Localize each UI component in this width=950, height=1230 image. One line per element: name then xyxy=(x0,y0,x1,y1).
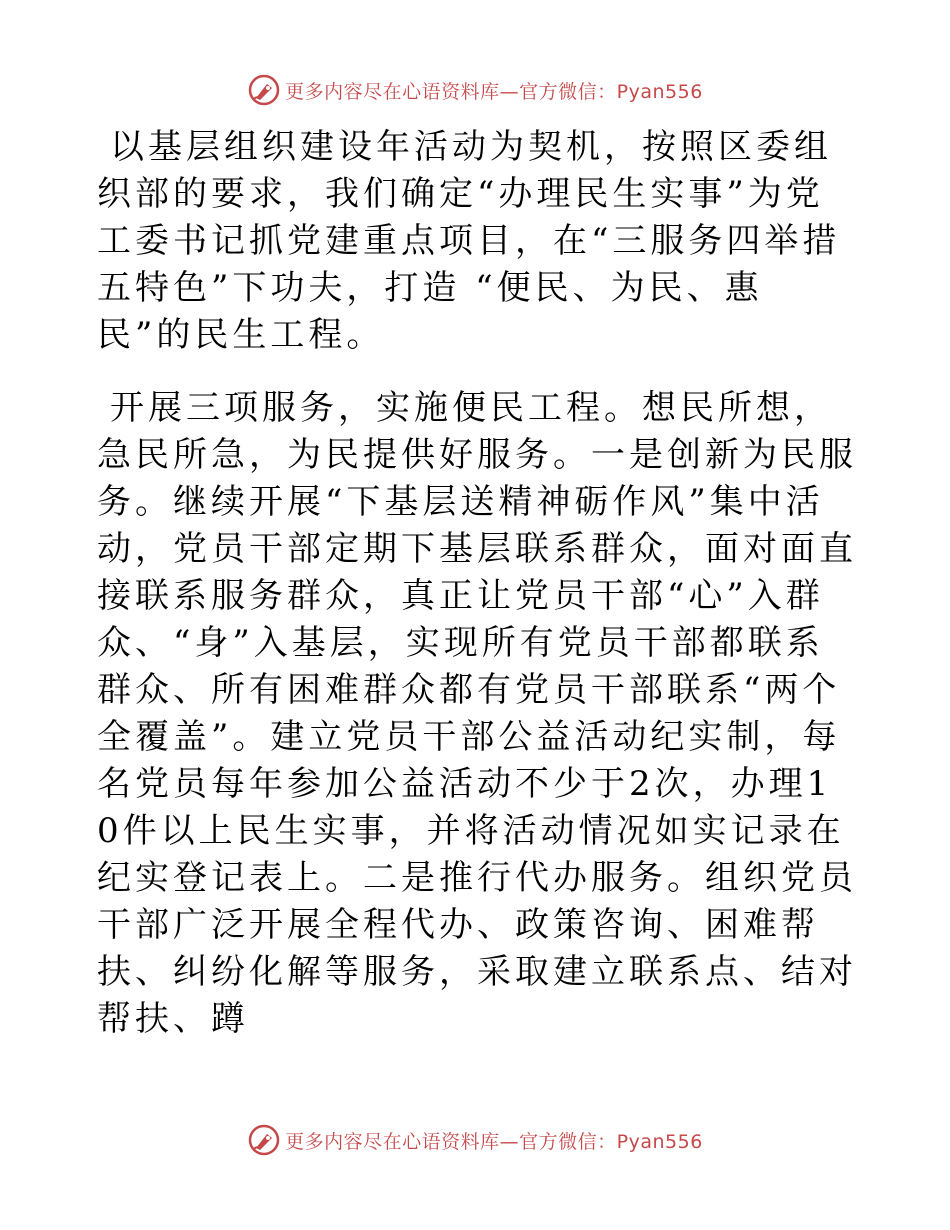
pen-nib-logo-icon xyxy=(247,1123,281,1157)
paragraph: 开展三项服务，实施便民工程。想民所想，急民所急，为民提供好服务。一是创新为民服务。继续开展“下基层送精神砺作风”集中活动，党员干部定期下基层联系群众，面对面直接联系服务群众，真正让党员干部“心”入群众、“身”入基层，实现所有党员干部都联系群众、所有困难群众都有党员干部联系“两个全覆盖”。建立党员干部公益活动纪实制，每名党员每年参加公益活动不少于2次，办理10件以上民生实事，并将活动情况如实记录在纪实登记表上。二是推行代办服务。组织党员干部广泛开展全程代办、政策咨询、困难帮扶、纠纷化解等服务，采取建立联系点、结对帮扶、蹲 xyxy=(97,388,857,1039)
paragraph: 以基层组织建设年活动为契机，按照区委组织部的要求，我们确定“办理民生实事”为党工委书记抓党建重点项目，在“三服务四举措五特色”下功夫，打造 “便民、为民、惠民”的民生工程。 xyxy=(97,127,841,355)
pen-nib-logo-icon xyxy=(247,73,281,107)
watermark-text: 更多内容尽在心语资料库—官方微信：Pyan556 xyxy=(285,1130,703,1153)
watermark-text: 更多内容尽在心语资料库—官方微信：Pyan556 xyxy=(285,80,703,103)
document-body xyxy=(97,124,857,1043)
header-watermark xyxy=(0,70,950,110)
footer-watermark xyxy=(0,1120,950,1160)
